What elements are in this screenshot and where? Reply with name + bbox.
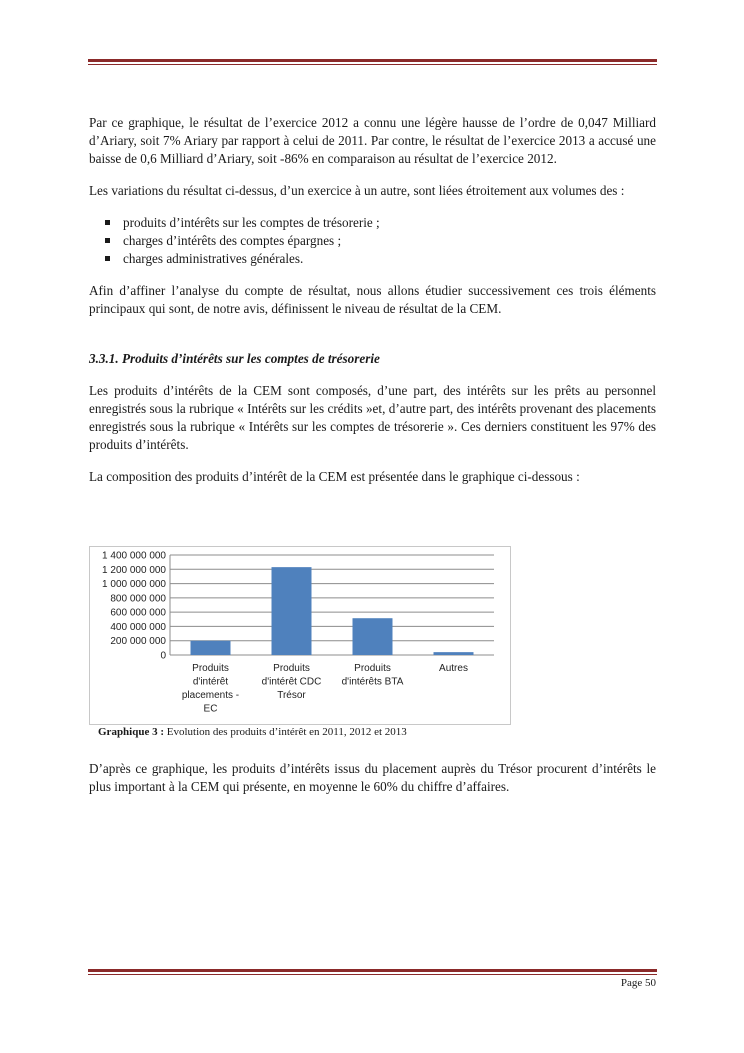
- y-tick-label: 200 000 000: [110, 636, 166, 648]
- bar: [353, 618, 393, 655]
- bar: [434, 652, 474, 655]
- y-tick-label: 1 200 000 000: [102, 564, 166, 576]
- page-body: [89, 114, 656, 486]
- bullet-list: [89, 214, 656, 268]
- paragraph-result-evolution: Par ce graphique, le résultat de l’exercice 2012 a connu une légère hausse de l’ordre de 0,047 Milliard d’Ariary, soit 7% Ariary par rapport à celui de 2011. Par contre, le résultat de l’exercice 2013 a accusé une baisse de 0,6 Milliard d’Ariary, soit -86% en comparaison au résultat de l’exercice 2012.: [89, 115, 656, 166]
- bar-chart: [89, 546, 511, 725]
- paragraph-chart-intro: La composition des produits d’intérêt de la CEM est présentée dans le graphique ci-dessous :: [89, 469, 580, 484]
- y-tick-label: 400 000 000: [110, 621, 166, 633]
- list-item: charges d’intérêts des comptes épargnes ;: [105, 232, 656, 250]
- chart-caption: Graphique 3 : Evolution des produits d’intérêt en 2011, 2012 et 2013: [98, 726, 407, 738]
- bar: [191, 641, 231, 655]
- paragraph-conclusion: D’après ce graphique, les produits d’intérêts issus du placement auprès du Trésor procurent d’intérêts le plus important à la CEM qui présente, en moyenne le 60% du chiffre d’affaires.: [89, 761, 656, 794]
- x-tick-label: Autres: [439, 663, 468, 674]
- paragraph-interest-composition: Les produits d’intérêts de la CEM sont composés, d’une part, des intérêts sur les prêts au personnel enregistrés sous la rubrique « Intérêts sur les crédits »et, d’autre part, des intérêts provenant des placements enregistrés sous la rubrique « Intérêts sur les comptes de trésorerie ». Ces derniers constituent les 97% des produits d’intérêts.: [89, 383, 656, 452]
- page-number: Page 50: [620, 977, 656, 989]
- y-tick-label: 600 000 000: [110, 607, 166, 619]
- bar: [272, 567, 312, 655]
- y-tick-label: 0: [160, 650, 166, 662]
- chart-canvas: [90, 547, 510, 724]
- y-tick-label: 800 000 000: [110, 593, 166, 605]
- header-rule: [88, 59, 657, 65]
- footer-rule: [88, 969, 657, 975]
- x-tick-label: Produits d'intérêt CDC Trésor: [261, 663, 322, 701]
- bullet-square-icon: [105, 238, 110, 243]
- bullet-square-icon: [105, 256, 110, 261]
- list-item: charges administratives générales.: [105, 250, 656, 268]
- paragraph-variations: Les variations du résultat ci-dessus, d’un exercice à un autre, sont liées étroitement aux volumes des :: [89, 183, 625, 198]
- y-tick-label: 1 000 000 000: [102, 579, 166, 591]
- y-tick-label: 1 400 000 000: [102, 550, 166, 562]
- x-tick-label: Produits d'intérêts BTA: [341, 663, 404, 688]
- bullet-square-icon: [105, 220, 110, 225]
- paragraph-analysis: Afin d’affiner l’analyse du compte de résultat, nous allons étudier successivement ces trois éléments principaux qui sont, de notre avis, définissent le niveau de résultat de la CEM.: [89, 283, 656, 316]
- x-tick-label: Produits d'intérêt placements -EC: [181, 663, 240, 715]
- section-heading: 3.3.1. Produits d’intérêts sur les comptes de trésorerie: [89, 351, 380, 366]
- list-item: produits d’intérêts sur les comptes de trésorerie ;: [105, 214, 656, 232]
